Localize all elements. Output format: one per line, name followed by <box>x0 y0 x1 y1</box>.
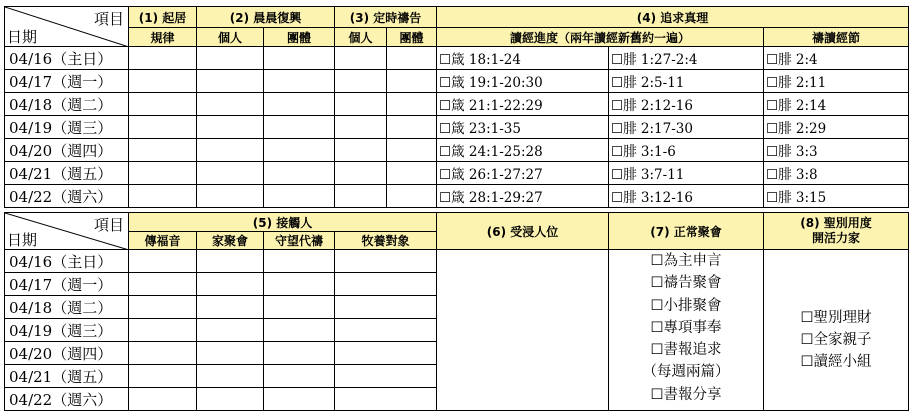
cell-prayer-individual[interactable] <box>335 162 387 185</box>
cell-shepherd[interactable] <box>335 296 437 319</box>
cell-home-meeting[interactable] <box>197 388 264 411</box>
cell-prayer-individual[interactable] <box>335 116 387 139</box>
meeting-option[interactable]: ☐ 為主申言 <box>609 250 763 272</box>
cell-prayer-group[interactable] <box>387 162 437 185</box>
row-date: 04/16（主日） <box>5 47 129 70</box>
table-row <box>5 70 909 93</box>
reading-ot[interactable]: ☐ 箴 28:1-29:27 <box>437 185 609 208</box>
header-corner <box>5 213 129 250</box>
cell-home-meeting[interactable] <box>197 273 264 296</box>
holy-option[interactable]: ☐ 聖別理財 <box>764 307 908 329</box>
pray-read-verse[interactable]: ☐ 腓 3:8 <box>764 162 909 185</box>
cell-watch-prayer[interactable] <box>264 273 335 296</box>
meeting-options <box>609 250 764 411</box>
table-row <box>5 185 909 208</box>
cell-gospel[interactable] <box>129 296 197 319</box>
cell-rise[interactable] <box>129 47 197 70</box>
table-row <box>5 250 909 273</box>
cell-morning-individual[interactable] <box>197 162 264 185</box>
cell-prayer-individual[interactable] <box>335 139 387 162</box>
cell-rise[interactable] <box>129 139 197 162</box>
col-truth-header: (4) 追求真理 <box>437 7 909 28</box>
cell-gospel[interactable] <box>129 388 197 411</box>
meeting-option[interactable]: ☐ 書報追求 <box>609 339 763 361</box>
cell-shepherd[interactable] <box>335 319 437 342</box>
cell-morning-individual[interactable] <box>197 139 264 162</box>
reading-ot[interactable]: ☐ 箴 23:1-35 <box>437 116 609 139</box>
pray-read-verse[interactable]: ☐ 腓 2:14 <box>764 93 909 116</box>
row-date: 04/20（週四） <box>5 139 129 162</box>
pray-read-verse[interactable]: ☐ 腓 2:11 <box>764 70 909 93</box>
meeting-option[interactable]: ☐ 書報分享 <box>609 384 763 406</box>
cell-watch-prayer[interactable] <box>264 296 335 319</box>
holy-options <box>764 250 909 411</box>
table-row <box>5 93 909 116</box>
col-holy-line2: 開活力家 <box>811 231 860 245</box>
header-date-label: 日期 <box>7 231 38 249</box>
cell-prayer-group[interactable] <box>387 116 437 139</box>
cell-shepherd[interactable] <box>335 342 437 365</box>
table-row <box>5 116 909 139</box>
cell-rise[interactable] <box>129 116 197 139</box>
cell-morning-group[interactable] <box>264 116 335 139</box>
cell-gospel[interactable] <box>129 273 197 296</box>
cell-shepherd[interactable] <box>335 365 437 388</box>
header-corner <box>5 7 129 47</box>
cell-morning-group[interactable] <box>264 93 335 116</box>
reading-nt[interactable]: ☐ 腓 3:7-11 <box>609 162 764 185</box>
cell-home-meeting[interactable] <box>197 296 264 319</box>
header-date-label: 日期 <box>7 28 38 46</box>
cell-home-meeting[interactable] <box>197 365 264 388</box>
col-prayer-individual: 個人 <box>335 28 387 47</box>
holy-option[interactable]: ☐ 全家親子 <box>764 329 908 351</box>
cell-prayer-group[interactable] <box>387 185 437 208</box>
cell-gospel[interactable] <box>129 250 197 273</box>
row-date: 04/17（週一） <box>5 273 129 296</box>
cell-home-meeting[interactable] <box>197 250 264 273</box>
schedule-table-lower <box>4 212 909 411</box>
cell-home-meeting[interactable] <box>197 319 264 342</box>
cell-watch-prayer[interactable] <box>264 342 335 365</box>
sub-shepherd: 牧養對象 <box>335 232 437 250</box>
table-row <box>5 139 909 162</box>
cell-prayer-individual[interactable] <box>335 70 387 93</box>
row-date: 04/22（週六） <box>5 185 129 208</box>
cell-morning-individual[interactable] <box>197 185 264 208</box>
pray-read-verse[interactable]: ☐ 腓 2:4 <box>764 47 909 70</box>
reading-ot[interactable]: ☐ 箴 21:1-22:29 <box>437 93 609 116</box>
row-date: 04/17（週一） <box>5 70 129 93</box>
row-date: 04/19（週三） <box>5 116 129 139</box>
cell-gospel[interactable] <box>129 319 197 342</box>
col-holy-header <box>764 213 909 250</box>
cell-watch-prayer[interactable] <box>264 365 335 388</box>
cell-prayer-group[interactable] <box>387 93 437 116</box>
cell-prayer-group[interactable] <box>387 139 437 162</box>
col-reading-header: 讀經進度（兩年讀經新舊約一遍） <box>437 28 764 47</box>
cell-morning-group[interactable] <box>264 47 335 70</box>
col-baptized-header: (6) 受浸人位 <box>437 213 609 250</box>
pray-read-verse[interactable]: ☐ 腓 2:29 <box>764 116 909 139</box>
cell-shepherd[interactable] <box>335 273 437 296</box>
cell-morning-individual[interactable] <box>197 116 264 139</box>
holy-option[interactable]: ☐ 讀經小組 <box>764 351 908 373</box>
row-date: 04/21（週五） <box>5 365 129 388</box>
row-date: 04/16（主日） <box>5 250 129 273</box>
table-row <box>5 47 909 70</box>
cell-rise[interactable] <box>129 70 197 93</box>
row-date: 04/21（週五） <box>5 162 129 185</box>
cell-morning-individual[interactable] <box>197 70 264 93</box>
cell-morning-group[interactable] <box>264 162 335 185</box>
sub-watch-prayer: 守望代禱 <box>264 232 335 250</box>
col-morning-header: (2) 晨晨復興 <box>197 7 335 28</box>
col-morning-group: 團體 <box>264 28 335 47</box>
cell-morning-individual[interactable] <box>197 47 264 70</box>
cell-rise[interactable] <box>129 93 197 116</box>
col-meeting-header: (7) 正常聚會 <box>609 213 764 250</box>
cell-watch-prayer[interactable] <box>264 319 335 342</box>
reading-ot[interactable]: ☐ 箴 26:1-27:27 <box>437 162 609 185</box>
reading-nt[interactable]: ☐ 腓 3:1-6 <box>609 139 764 162</box>
col-prayer-header: (3) 定時禱告 <box>335 7 437 28</box>
meeting-option[interactable]: ☐ 小排聚會 <box>609 295 763 317</box>
reading-nt[interactable]: ☐ 腓 2:5-11 <box>609 70 764 93</box>
cell-gospel[interactable] <box>129 365 197 388</box>
col-pray-read-header: 禱讀經節 <box>764 28 909 47</box>
col-rise-sub: 規律 <box>129 28 197 47</box>
col-prayer-group: 團體 <box>387 28 437 47</box>
row-date: 04/20（週四） <box>5 342 129 365</box>
row-date: 04/22（週六） <box>5 388 129 411</box>
cell-prayer-group[interactable] <box>387 47 437 70</box>
sub-home-meeting: 家聚會 <box>197 232 264 250</box>
cell-morning-group[interactable] <box>264 139 335 162</box>
cell-shepherd[interactable] <box>335 250 437 273</box>
col-morning-individual: 個人 <box>197 28 264 47</box>
cell-morning-individual[interactable] <box>197 93 264 116</box>
cell-rise[interactable] <box>129 185 197 208</box>
cell-watch-prayer[interactable] <box>264 388 335 411</box>
cell-prayer-individual[interactable] <box>335 47 387 70</box>
reading-ot[interactable]: ☐ 箴 19:1-20:30 <box>437 70 609 93</box>
cell-prayer-individual[interactable] <box>335 185 387 208</box>
reading-nt[interactable]: ☐ 腓 1:27-2:4 <box>609 47 764 70</box>
cell-home-meeting[interactable] <box>197 342 264 365</box>
cell-gospel[interactable] <box>129 342 197 365</box>
row-date: 04/18（週二） <box>5 93 129 116</box>
schedule-table-upper <box>4 6 909 208</box>
pray-read-verse[interactable]: ☐ 腓 3:3 <box>764 139 909 162</box>
row-date: 04/19（週三） <box>5 319 129 342</box>
col-rise-header: (1) 起居 <box>129 7 197 28</box>
cell-watch-prayer[interactable] <box>264 250 335 273</box>
cell-prayer-individual[interactable] <box>335 93 387 116</box>
cell-prayer-group[interactable] <box>387 70 437 93</box>
cell-shepherd[interactable] <box>335 388 437 411</box>
table-row <box>5 162 909 185</box>
cell-morning-group[interactable] <box>264 185 335 208</box>
row-date: 04/18（週二） <box>5 296 129 319</box>
reading-nt[interactable]: ☐ 腓 3:12-16 <box>609 185 764 208</box>
reading-nt[interactable]: ☐ 腓 2:17-30 <box>609 116 764 139</box>
header-item-label: 項目 <box>93 10 124 28</box>
meeting-option[interactable]: ☐ 禱告聚會 <box>609 272 763 294</box>
cell-rise[interactable] <box>129 162 197 185</box>
baptized-cell[interactable] <box>437 250 609 411</box>
meeting-option-note: （每週兩篇） <box>642 364 730 381</box>
col-contact-header: (5) 接觸人 <box>129 213 437 232</box>
sub-gospel: 傳福音 <box>129 232 197 250</box>
header-item-label: 項目 <box>93 216 124 234</box>
meeting-option[interactable]: ☐ 專項事奉 <box>609 317 763 339</box>
reading-ot[interactable]: ☐ 箴 24:1-25:28 <box>437 139 609 162</box>
cell-morning-group[interactable] <box>264 70 335 93</box>
reading-ot[interactable]: ☐ 箴 18:1-24 <box>437 47 609 70</box>
pray-read-verse[interactable]: ☐ 腓 3:15 <box>764 185 909 208</box>
reading-nt[interactable]: ☐ 腓 2:12-16 <box>609 93 764 116</box>
col-holy-line1: (8) 聖別用度 <box>800 216 872 230</box>
